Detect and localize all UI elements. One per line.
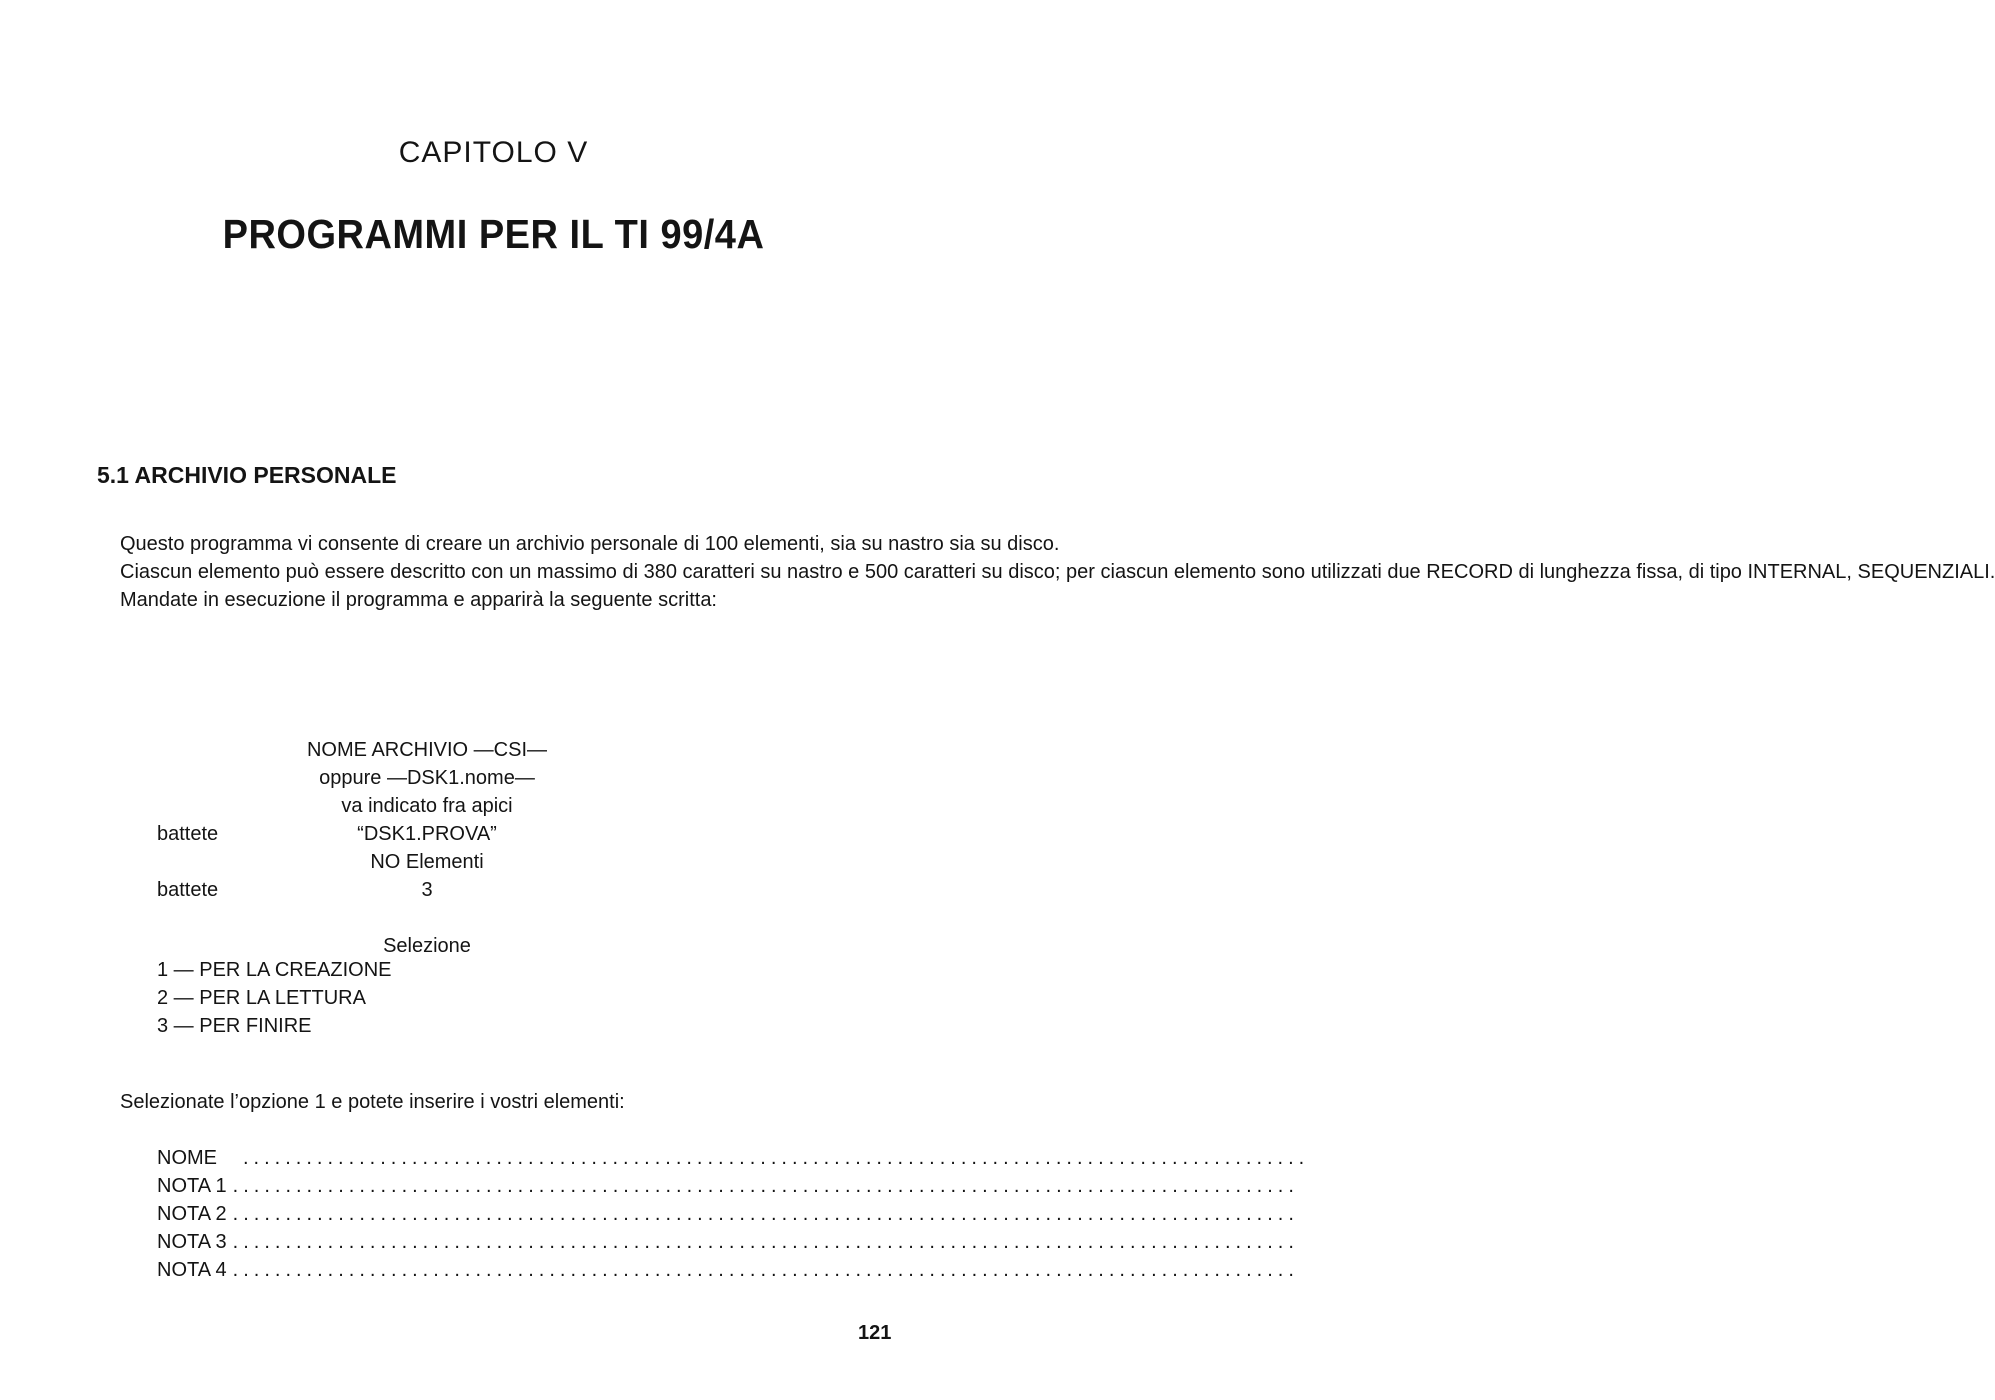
dot-leader: ..................................................................................................... <box>232 1231 1299 1253</box>
form-label: NOTA 3 <box>157 1231 227 1253</box>
dot-leader: ..................................................................................................... <box>232 1203 1299 1225</box>
form-row-nota-2 <box>157 1200 1299 1228</box>
page-number: 121 <box>858 1322 892 1344</box>
dot-leader: ..................................................................................................... <box>232 1175 1299 1197</box>
form-label: NOME <box>157 1147 217 1169</box>
paragraph: Questo programma vi consente di creare un archivio personale di 100 elementi, sia su nastro sia su disco. <box>120 533 1060 555</box>
entry-form <box>157 1144 1310 1284</box>
form-row-nota-4 <box>157 1256 1299 1284</box>
battete-label: battete <box>157 879 219 901</box>
selezione-label: Selezione <box>383 935 471 957</box>
form-row-nota-1 <box>157 1172 1299 1200</box>
form-label: NOTA 1 <box>157 1175 227 1197</box>
form-row-nota-3 <box>157 1228 1299 1256</box>
screen-line: NOME ARCHIVIO —CSI— <box>306 739 548 761</box>
paragraph: Mandate in esecuzione il programma e apparirà la seguente scritta: <box>120 589 717 611</box>
menu-item: 3 — PER FINIRE <box>157 1015 312 1037</box>
form-row-nome <box>157 1144 1310 1172</box>
battete-label: battete <box>157 823 219 845</box>
form-label: NOTA 2 <box>157 1203 227 1225</box>
chapter-heading: CAPITOLO V <box>398 136 589 169</box>
menu-item: 2 — PER LA LETTURA <box>157 987 366 1009</box>
dot-leader: ..................................................................................................... <box>232 1259 1299 1281</box>
dot-leader: ..................................................................................................... <box>243 1147 1310 1169</box>
screen-line: 3 <box>421 879 433 901</box>
screen-line: “DSK1.PROVA” <box>357 823 497 845</box>
screen-line: NO Elementi <box>370 851 484 873</box>
screen-line: oppure —DSK1.nome— <box>319 767 535 789</box>
form-intro: Selezionate l’opzione 1 e potete inserire i vostri elementi: <box>120 1091 625 1113</box>
option-menu <box>157 956 392 1040</box>
paragraph: Ciascun elemento può essere descritto con un massimo di 380 caratteri su nastro e 500 caratteri su disco; per ciascun elemento sono utilizzati due RECORD di lunghezza fissa, di tipo INTERNAL, SEQUENZIALI. <box>120 561 1995 583</box>
form-label: NOTA 4 <box>157 1259 227 1281</box>
screen-output <box>277 736 577 960</box>
menu-item: 1 — PER LA CREAZIONE <box>157 959 392 981</box>
section-heading: 5.1 ARCHIVIO PERSONALE <box>97 462 397 488</box>
chapter-title: PROGRAMMI PER IL TI 99/4A <box>222 212 765 258</box>
body-text <box>97 530 1995 614</box>
screen-line: va indicato fra apici <box>341 795 513 817</box>
